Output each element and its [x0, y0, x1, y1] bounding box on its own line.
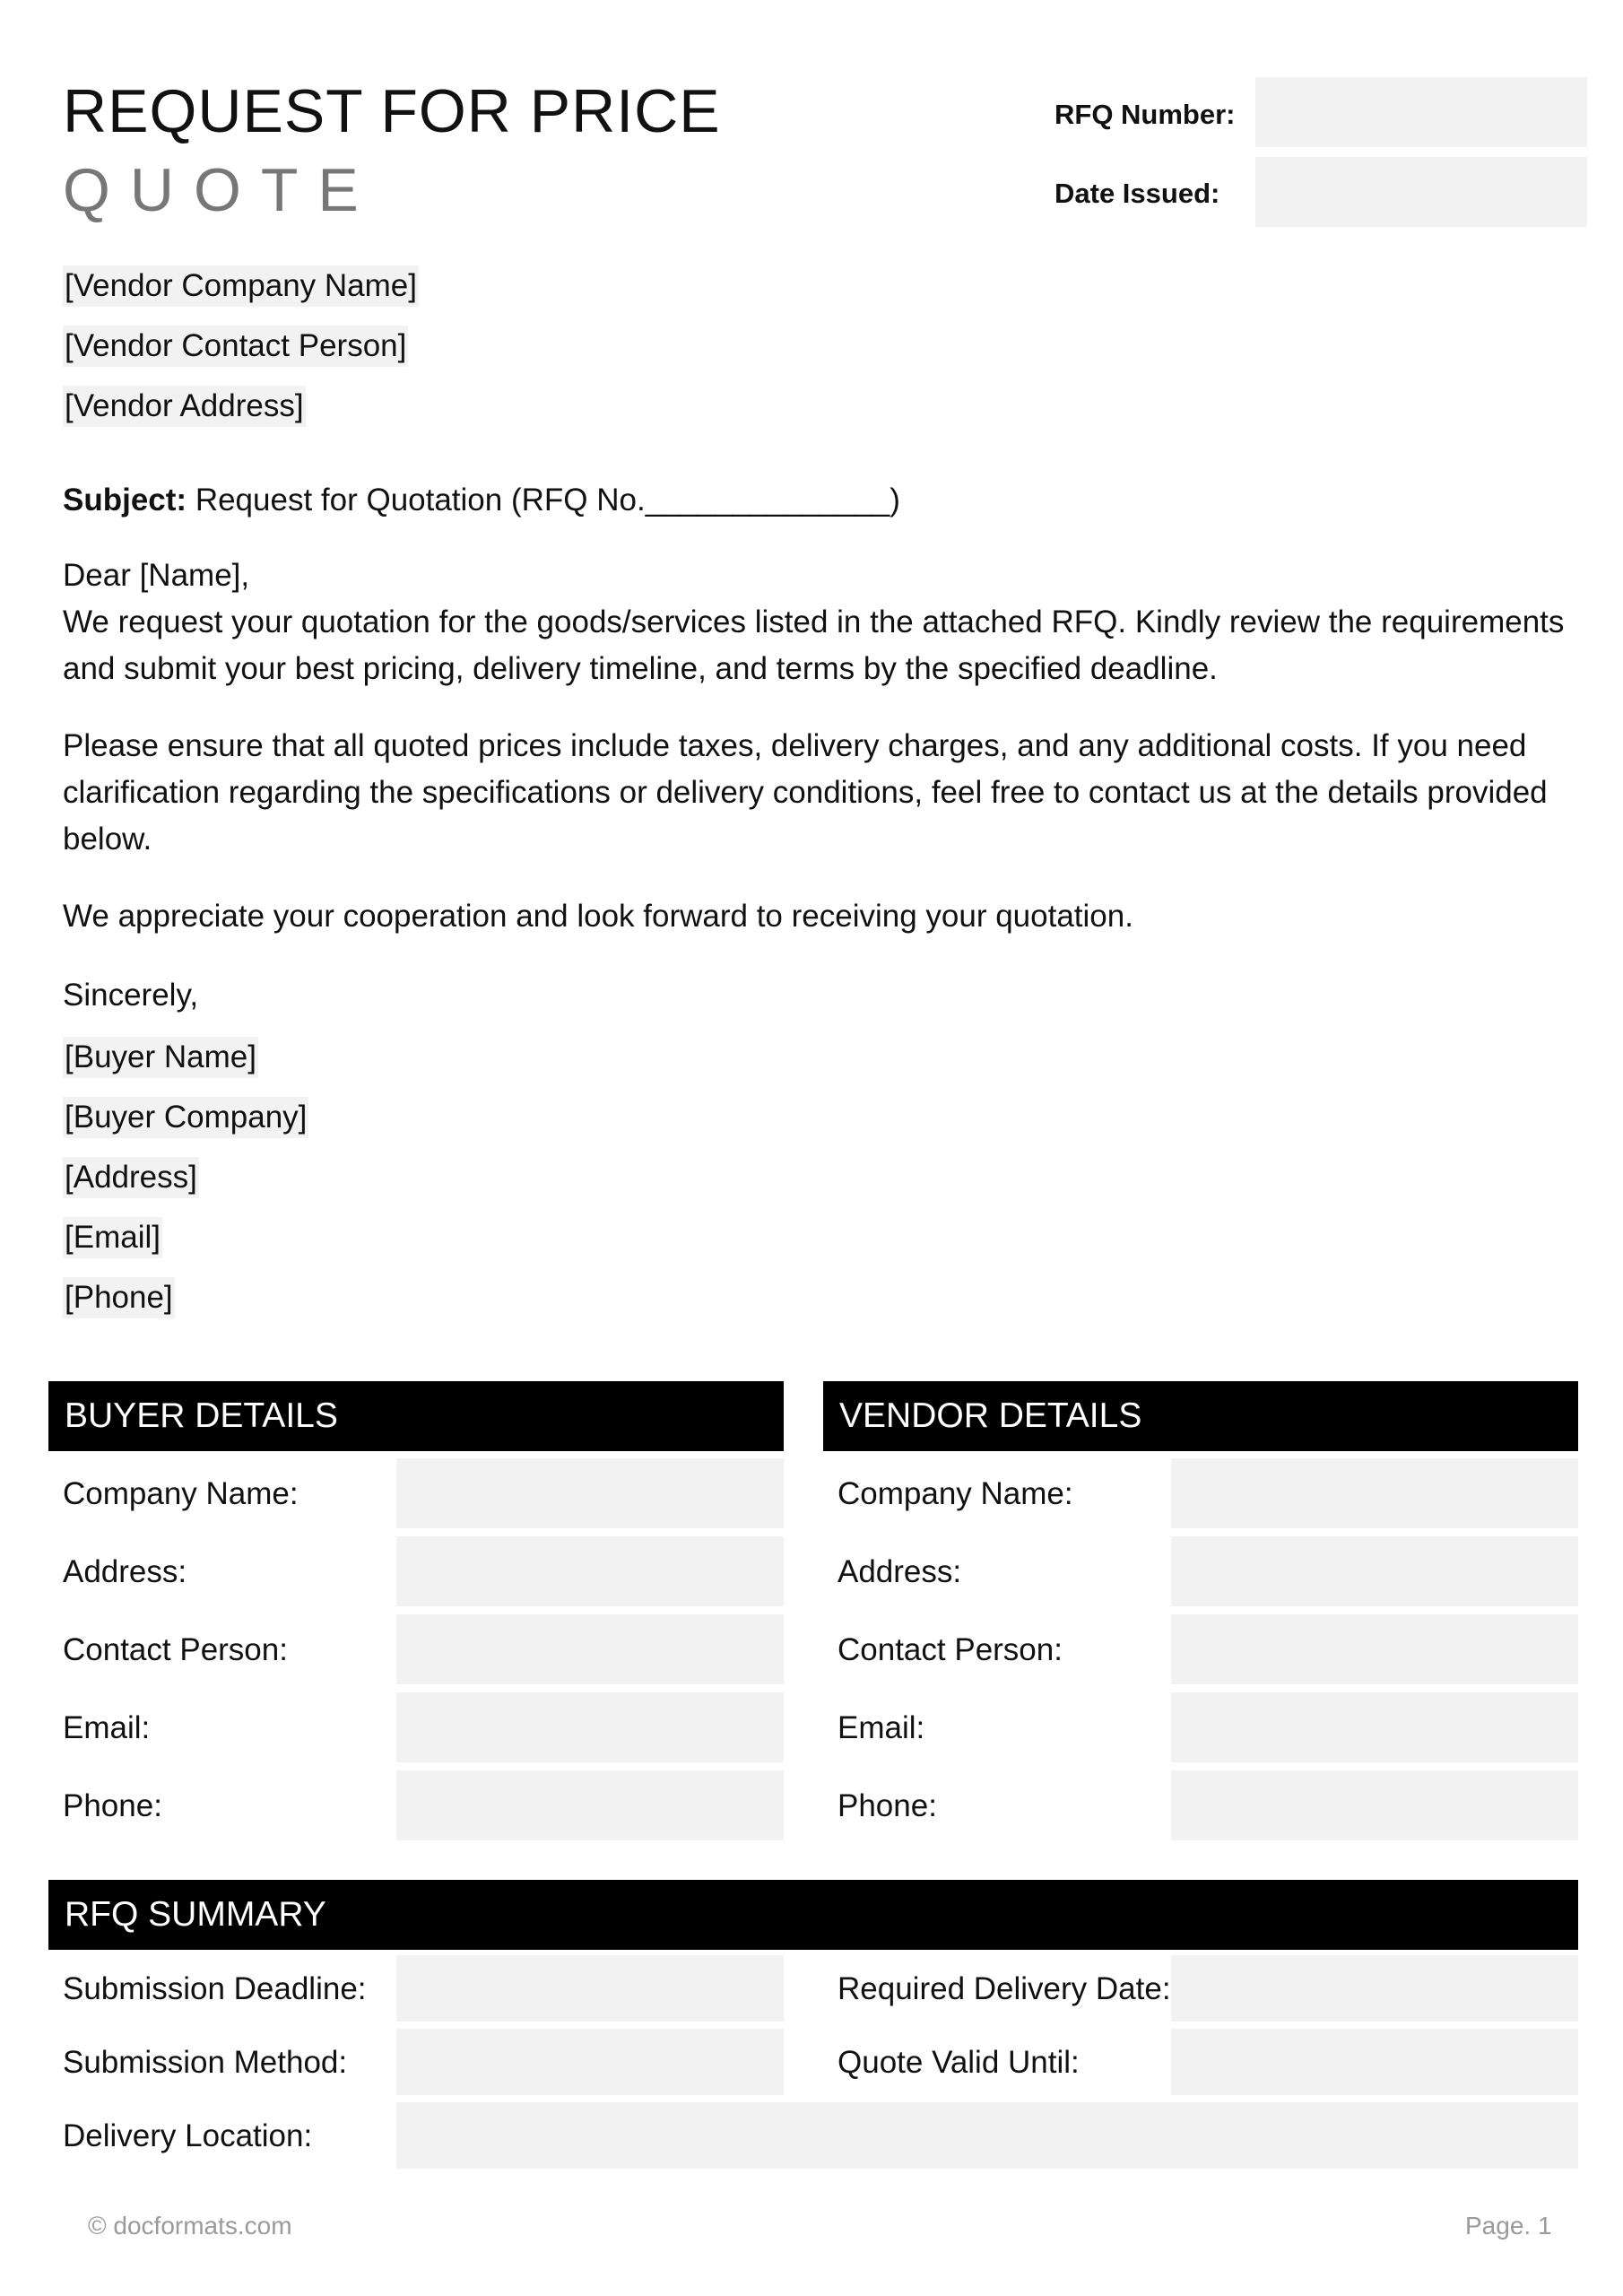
letter-paragraph-1: We request your quotation for the goods/services listed in the attached RFQ. Kindly review the requirements and submit your best pricing, delivery timeline, and terms by the specified deadline. [63, 604, 1565, 686]
vendor-details-heading: VENDOR DETAILS [823, 1381, 1578, 1451]
buyer-phone-label: Phone: [63, 1788, 162, 1823]
vendor-phone-field[interactable] [1171, 1770, 1578, 1840]
submission-deadline-label: Submission Deadline: [63, 1971, 367, 2006]
footer-page-number: Page. 1 [1465, 2212, 1552, 2239]
subject-label: Subject: [63, 483, 187, 517]
required-delivery-field[interactable] [1171, 1955, 1578, 2022]
vendor-company-label: Company Name: [838, 1476, 1073, 1511]
vendor-email-label: Email: [838, 1710, 925, 1745]
quote-valid-label: Quote Valid Until: [838, 2045, 1080, 2080]
vendor-company-placeholder[interactable]: [Vendor Company Name] [63, 265, 419, 307]
buyer-phone-field[interactable] [396, 1770, 784, 1840]
document-subtitle: QUOTE [63, 156, 378, 224]
quote-valid-field[interactable] [1171, 2029, 1578, 2095]
delivery-location-label: Delivery Location: [63, 2118, 313, 2153]
buyer-email-placeholder[interactable]: [Email] [63, 1217, 162, 1258]
letter-paragraph-2: Please ensure that all quoted prices include taxes, delivery charges, and any additional costs. If you need clarification regarding the specifications or delivery conditions, feel free to contact us at the details provided below. [63, 728, 1548, 857]
subject-line [63, 483, 900, 518]
buyer-contact-field[interactable] [396, 1614, 784, 1684]
rfq-summary-heading: RFQ SUMMARY [48, 1880, 1578, 1950]
delivery-location-field[interactable] [396, 2102, 1578, 2169]
letter-paragraph-3: We appreciate your cooperation and look forward to receiving your quotation. [63, 899, 1133, 934]
footer-copyright: © docformats.com [88, 2212, 292, 2239]
buyer-name-placeholder[interactable]: [Buyer Name] [63, 1037, 258, 1078]
buyer-email-field[interactable] [396, 1692, 784, 1762]
vendor-contact-label: Contact Person: [838, 1632, 1063, 1667]
buyer-details-heading: BUYER DETAILS [48, 1381, 784, 1451]
buyer-address-field[interactable] [396, 1536, 784, 1606]
buyer-address-label: Address: [63, 1554, 187, 1589]
buyer-company-label: Company Name: [63, 1476, 299, 1511]
date-issued-label: Date Issued: [1055, 178, 1220, 209]
vendor-contact-placeholder[interactable]: [Vendor Contact Person] [63, 326, 408, 367]
document-title: REQUEST FOR PRICE [63, 77, 721, 145]
buyer-email-label: Email: [63, 1710, 151, 1745]
letter-greeting: Dear [Name], [63, 558, 250, 593]
vendor-contact-field[interactable] [1171, 1614, 1578, 1684]
submission-method-label: Submission Method: [63, 2045, 348, 2080]
buyer-address-placeholder[interactable]: [Address] [63, 1157, 199, 1198]
buyer-phone-placeholder[interactable]: [Phone] [63, 1277, 175, 1318]
submission-method-field[interactable] [396, 2029, 784, 2095]
rfq-number-label: RFQ Number: [1055, 99, 1236, 130]
vendor-email-field[interactable] [1171, 1692, 1578, 1762]
subject-text: Request for Quotation (RFQ No.______________) [195, 483, 900, 517]
letter-closing: Sincerely, [63, 978, 199, 1013]
vendor-address-placeholder[interactable]: [Vendor Address] [63, 386, 306, 427]
rfq-number-field[interactable] [1255, 77, 1587, 147]
vendor-company-field[interactable] [1171, 1458, 1578, 1528]
vendor-phone-label: Phone: [838, 1788, 937, 1823]
buyer-company-field[interactable] [396, 1458, 784, 1528]
date-issued-field[interactable] [1255, 157, 1587, 227]
vendor-address-field[interactable] [1171, 1536, 1578, 1606]
buyer-contact-label: Contact Person: [63, 1632, 288, 1667]
required-delivery-label: Required Delivery Date: [838, 1971, 1171, 2006]
submission-deadline-field[interactable] [396, 1955, 784, 2022]
buyer-company-placeholder[interactable]: [Buyer Company] [63, 1097, 308, 1138]
vendor-address-label: Address: [838, 1554, 962, 1589]
